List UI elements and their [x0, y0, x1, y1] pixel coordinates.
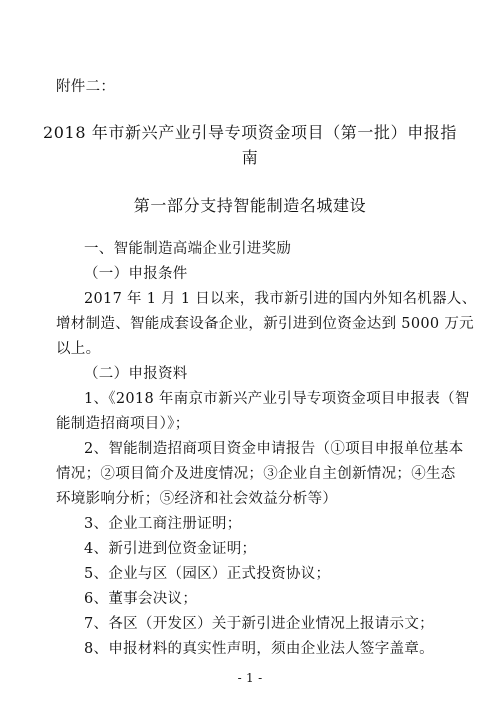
conditions-text-line: 增材制造、智能成套设备企业，新引进到位资金达到 5000 万元 [56, 316, 474, 332]
material-item-8: 8、申报材料的真实性声明，须由企业法人签字盖章。 [84, 641, 434, 657]
conditions-text-line: 2017 年 1 月 1 日以来，我市新引进的国内外知名机器人、 [84, 291, 477, 307]
material-item-5: 5、企业与区（园区）正式投资协议； [84, 566, 331, 582]
material-item-2-continued: 环境影响分析；⑤经济和社会效益分析等） [56, 491, 338, 507]
conditions-text-line: 以上。 [56, 341, 101, 357]
part-heading: 第一部分支持智能制造名城建设 [133, 196, 367, 215]
subsection-heading-conditions: （一）申报条件 [84, 266, 188, 282]
material-item-1-continued: 能制造招商项目）》； [56, 416, 190, 432]
material-item-6: 6、董事会决议； [84, 591, 198, 607]
document-title-line-2: 南 [241, 148, 259, 167]
page-number: - 1 - [237, 671, 263, 685]
material-item-4: 4、新引进到位资金证明； [84, 541, 257, 557]
material-item-2-continued: 情况；②项目简介及进度情况；③企业自主创新情况；④生态 [56, 466, 456, 482]
section-heading: 一、智能制造高端企业引进奖励 [84, 241, 292, 257]
material-item-7: 7、各区（开发区）关于新引进企业情况上报请示文； [84, 616, 434, 632]
material-item-2: 2、智能制造招商项目资金申请报告（①项目申报单位基本 [84, 441, 464, 457]
subsection-heading-materials: （二）申报资料 [84, 366, 188, 382]
attachment-label: 附件二： [56, 79, 116, 95]
material-item-1: 1、《2018 年南京市新兴产业引导专项资金项目申报表（智 [84, 391, 470, 407]
material-item-3: 3、企业工商注册证明； [84, 516, 242, 532]
document-title-line-1: 2018 年市新兴产业引导专项资金项目（第一批）申报指 [42, 123, 457, 142]
